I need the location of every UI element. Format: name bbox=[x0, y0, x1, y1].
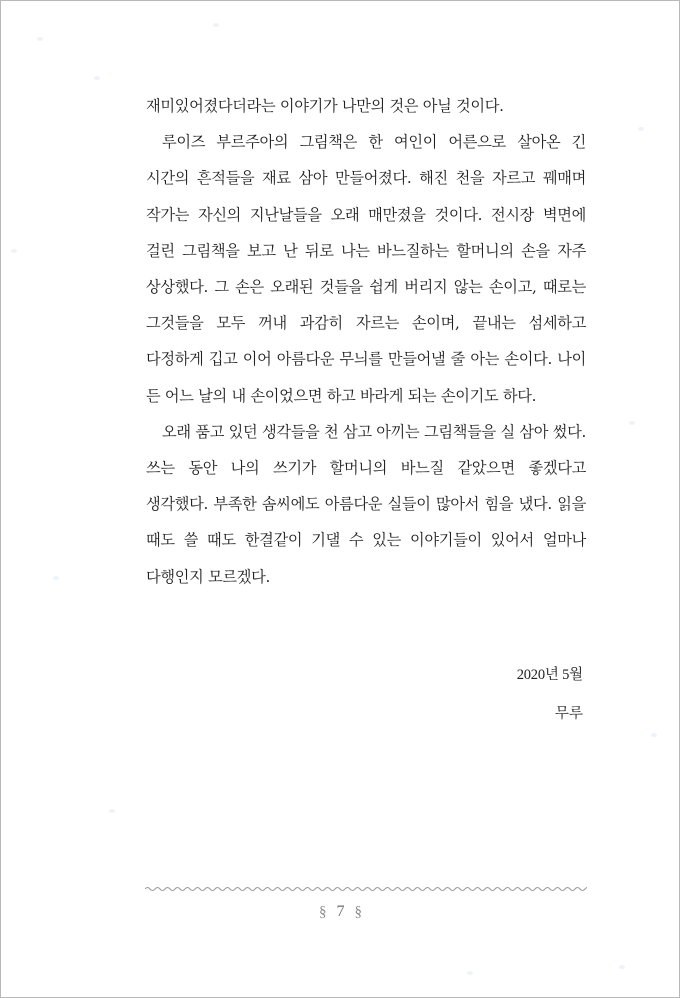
decor-dot bbox=[629, 421, 635, 425]
decor-dot bbox=[53, 576, 59, 580]
page-number: 7 bbox=[336, 903, 346, 920]
ornament-right: § bbox=[354, 904, 363, 920]
body-text bbox=[146, 88, 586, 595]
paragraph: 루이즈 부르주아의 그림책은 한 여인이 어른으로 살아온 긴 시간의 흔적들을 재료 삼아 만들어졌다. 해진 천을 자르고 꿰매며 작가는 자신의 지난날들을 오래 매만졌을 것이다. 전시장 벽면에 걸린 그림책을 보고 난 뒤로 나는 바느질하는 할머니의 손을 자주 상상했다. 그 손은 오래된 것들을 쉽게 버리지 않는 손이고, 때로는 그것들을 모두 꺼내 과감히 자르는 손이며, 끝내는 섬세하고 다정하게 깁고 이어 아름다운 무늬를 만들어낼 줄 아는 손이다. 나이 든 어느 날의 내 손이었으면 하고 바라게 되는 손이기도 하다. bbox=[146, 133, 586, 405]
wavy-divider bbox=[145, 883, 587, 895]
page-footer bbox=[1, 903, 680, 921]
decor-dot bbox=[109, 809, 115, 813]
decor-dot bbox=[37, 37, 43, 41]
ornament-left: § bbox=[319, 904, 328, 920]
signature-date: 2020년 5월 bbox=[516, 667, 583, 683]
decor-dot bbox=[467, 971, 473, 975]
decor-dot bbox=[638, 127, 644, 131]
decor-dot bbox=[213, 23, 219, 27]
paragraph: 재미있어졌다더라는 이야기가 나만의 것은 아닐 것이다. bbox=[146, 97, 504, 115]
signature-author: 무루 bbox=[554, 706, 583, 722]
decor-dot bbox=[94, 76, 100, 80]
decor-dot bbox=[651, 733, 657, 737]
decor-dot bbox=[11, 249, 17, 253]
decor-dot bbox=[619, 965, 625, 969]
paragraph: 오래 품고 있던 생각들을 천 삼고 아끼는 그림책들을 실 삼아 썼다. 쓰는 동안 나의 쓰기가 할머니의 바느질 같았으면 좋겠다고 생각했다. 부족한 솜씨에도 아름다운 실들이 많아서 힘을 냈다. 읽을 때도 쓸 때도 한결같이 기댈 수 있는 이야기들이 있어서 얼마나 다행인지 모르겠다. bbox=[146, 422, 586, 586]
